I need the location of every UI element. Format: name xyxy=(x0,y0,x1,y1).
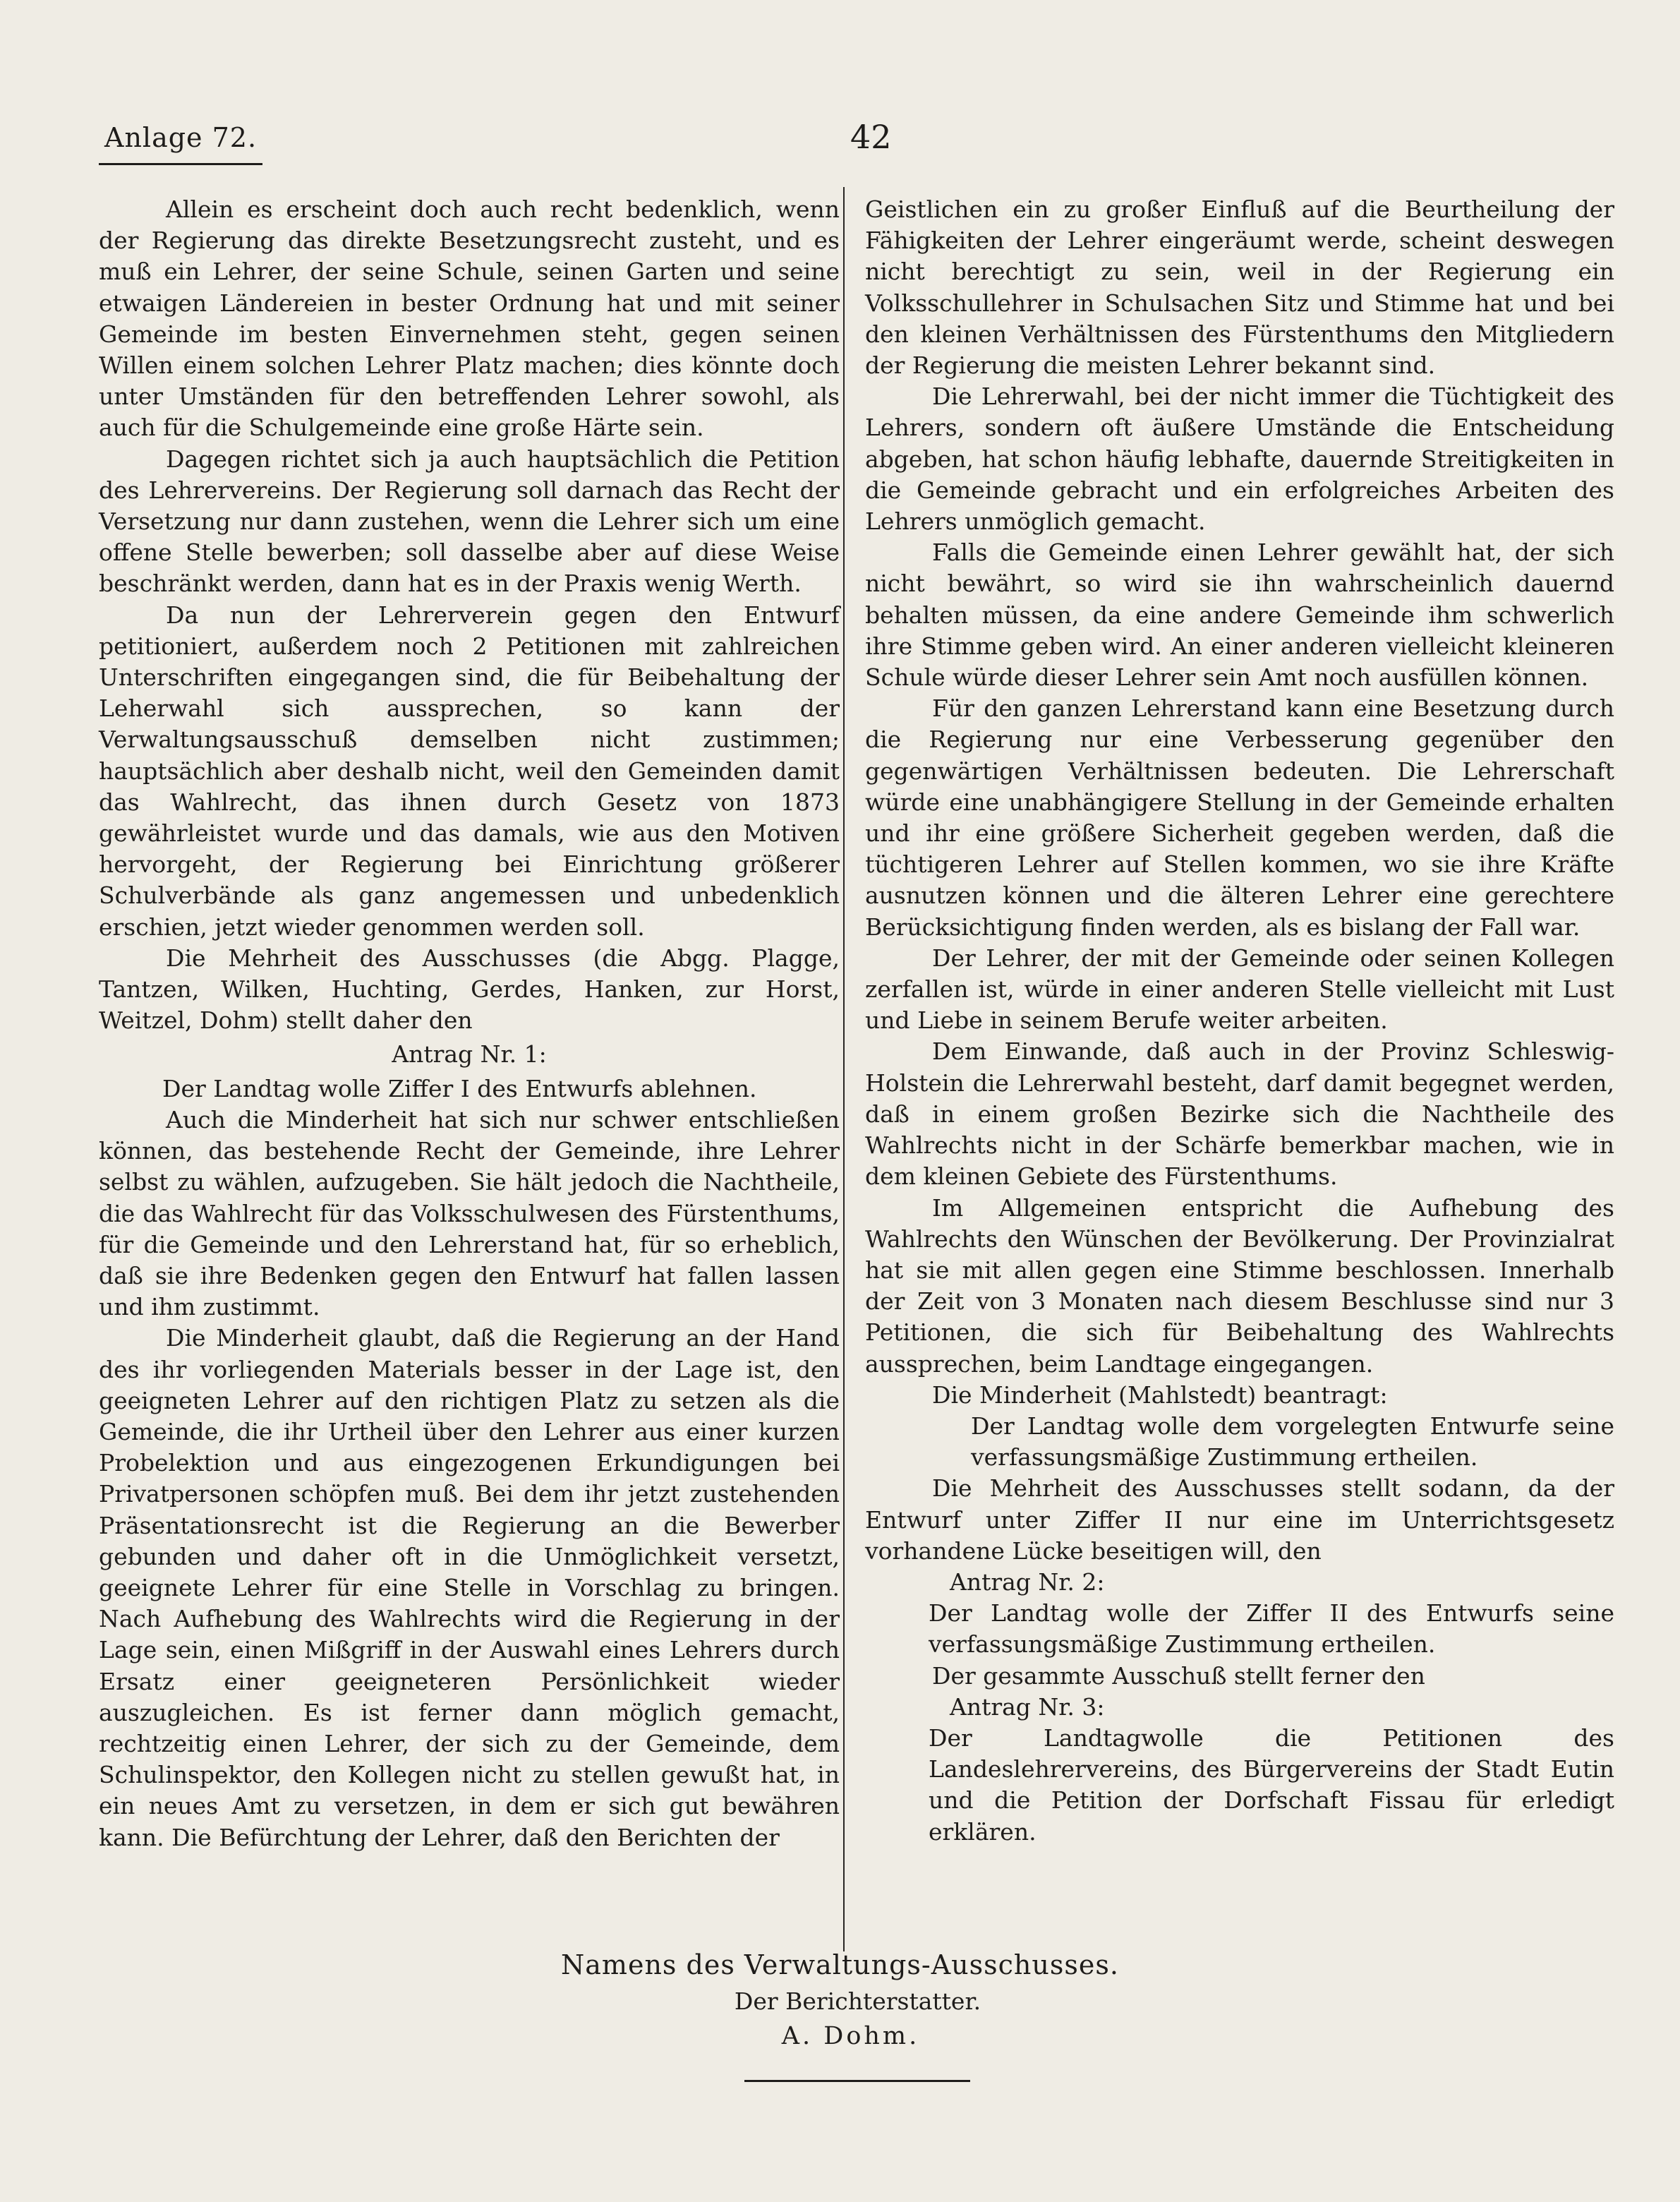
signature-block xyxy=(0,1949,1680,2050)
antrag-3-title: Antrag Nr. 3: xyxy=(950,1692,1105,1721)
page-header xyxy=(99,116,1581,173)
left-column xyxy=(99,194,840,1853)
paragraph: Für den ganzen Lehrerstand kann eine Besetzung durch die Regierung nur eine Verbesserung gegenüber den gegenwärtigen Verhältnissen bedeuten. Die Lehrerschaft würde eine unabhängigere Stellung in der Gemeinde erhalten und ihr eine größere Sicherheit gegeben werden, daß die tüchtigeren Lehrer auf Stellen kommen, wo sie ihre Kräfte ausnutzen können und die älteren Lehrer eine gerechtere Berücksichtigung finden werden, als es bislang der Fall war. xyxy=(865,694,1614,941)
paragraph: Die Lehrerwahl, bei der nicht immer die Tüchtigkeit des Lehrers, sondern oft äußere Umstände die Entscheidung abgeben, hat schon häufig lebhafte, dauernde Streitigkeiten in die Gemeinde gebracht und ein erfolgreiches Arbeiten des Lehrers unmöglich gemacht. xyxy=(865,383,1614,536)
paragraph: Dagegen richtet sich ja auch hauptsächlich die Petition des Lehrervereins. Der Regierung soll darnach das Recht der Versetzung nur dann zustehen, wenn die Lehrer sich um eine offene Stelle bewerben; soll dasselbe aber auf diese Weise beschränkt werden, dann hat es in der Praxis wenig Werth. xyxy=(99,445,840,598)
paragraph: Im Allgemeinen entspricht die Aufhebung des Wahlrechts den Wünschen der Bevölkerung. Der Provinzialrat hat sie mit allen gegen eine Stimme beschlossen. Innerhalb der Zeit von 3 Monaten nach diesem Beschlusse sind nur 3 Petitionen, die sich für Beibehaltung des Wahlrechts aussprechen, beim Landtage eingegangen. xyxy=(865,1193,1614,1378)
antrag-2-title: Antrag Nr. 2: xyxy=(950,1568,1105,1596)
antrag-1-text: Der Landtag wolle Ziffer I des Entwurfs ablehnen. xyxy=(162,1074,757,1102)
paragraph: Der gesammte Ausschuß stellt ferner den xyxy=(932,1661,1425,1690)
paragraph: Auch die Minderheit hat sich nur schwer entschließen können, das bestehende Recht der Gemeinde, ihre Lehrer selbst zu wählen, aufzugeben. Sie hält jedoch die Nachtheile, die das Wahlrecht für das Volksschulwesen des Fürstenthums, für die Gemeinde und den Lehrerstand hat, für so erheblich, daß sie ihre Bedenken gegen den Entwurf hat fallen lassen und ihm zustimmt. xyxy=(99,1105,840,1321)
paragraph: Die Minderheit (Mahlstedt) beantragt: xyxy=(932,1380,1388,1409)
antrag-2-text: Der Landtag wolle der Ziffer II des Entwurfs seine verfassungsmäßige Zustimmung ertheilen. xyxy=(929,1599,1614,1659)
right-column xyxy=(865,194,1614,1848)
paragraph: Die Mehrheit des Ausschusses (die Abgg. Plagge, Tantzen, Wilken, Huchting, Gerdes, Hanken, zur Horst, Weitzel, Dohm) stellt daher den xyxy=(99,944,840,1035)
reporter-title: Der Berichterstatter. xyxy=(734,1987,981,2015)
committee-line: Namens des Verwaltungs-Ausschusses. xyxy=(561,1949,1119,1980)
page-number: 42 xyxy=(850,118,892,156)
reporter-name: A. Dohm. xyxy=(781,2022,920,2050)
annex-underline xyxy=(99,163,262,165)
paragraph: Dem Einwande, daß auch in der Provinz Schleswig-Holstein die Lehrerwahl besteht, darf damit begegnet werden, daß in einem großen Bezirke sich die Nachtheile des Wahlrechts nicht in der Schärfe bemerkbar machen, wie in dem kleinen Gebiete des Fürstenthums. xyxy=(865,1037,1614,1191)
paragraph: Der Lehrer, der mit der Gemeinde oder seinen Kollegen zerfallen ist, würde in einer anderen Stelle vielleicht mit Lust und Liebe in seinem Berufe weiter arbeiten. xyxy=(865,944,1614,1035)
paragraph: Falls die Gemeinde einen Lehrer gewählt hat, der sich nicht bewährt, so wird sie ihn wahrscheinlich dauernd behalten müssen, da eine andere Gemeinde ihm schwerlich ihre Stimme geben wird. An einer anderen vielleicht kleineren Schule würde dieser Lehrer sein Amt noch ausfüllen können. xyxy=(865,539,1614,692)
paragraph: Geistlichen ein zu großer Einfluß auf die Beurtheilung der Fähigkeiten der Lehrer eingeräumt werde, scheint deswegen nicht berechtigt zu sein, weil in der Regierung ein Volksschullehrer in Schulsachen Sitz und Stimme hat und bei den kleinen Verhältnissen des Fürstenthums den Mitgliedern der Regierung die meisten Lehrer bekannt sind. xyxy=(865,195,1614,380)
paragraph: Da nun der Lehrerverein gegen den Entwurf petitioniert, außerdem noch 2 Petitionen mit zahlreichen Unterschriften eingegangen sind, die für Beibehaltung der Leherwahl sich aussprechen, so kann der Verwaltungsausschuß demselben nicht zustimmen; hauptsächlich aber deshalb nicht, weil den Gemeinden damit das Wahlrecht, das ihnen durch Gesetz von 1873 gewährleistet wurde und das damals, wie aus den Motiven hervorgeht, der Regierung bei Einrichtung größerer Schulverbände als ganz angemessen und unbedenklich erschien, jetzt wieder genommen werden soll. xyxy=(99,601,840,941)
antrag-3-text: Der Landtagwolle die Petitionen des Landeslehrervereins, des Bürgervereins der Stadt Eutin und die Petition der Dorfschaft Fissau für erledigt erklären. xyxy=(929,1723,1614,1846)
column-divider xyxy=(843,187,845,1951)
paragraph: Allein es erscheint doch auch recht bedenklich, wenn der Regierung das direkte Besetzungsrecht zusteht, und es muß ein Lehrer, der seine Schule, seinen Garten und seine etwaigen Ländereien in bester Ordnung hat und mit seiner Gemeinde im besten Einvernehmen steht, gegen seinen Willen einem solchen Lehrer Platz machen; dies könnte doch unter Umständen für den betreffenden Lehrer sowohl, als auch für die Schulgemeinde eine große Härte sein. xyxy=(99,195,840,442)
paragraph: Die Minderheit glaubt, daß die Regierung an der Hand des ihr vorliegenden Materials besser in der Lage ist, den geeigneten Lehrer auf den richtigen Platz zu setzen als die Gemeinde, die ihr Urtheil über den Lehrer aus einer kurzen Probelektion und aus eingezogenen Erkundigungen bei Privatpersonen schöpfen muß. Bei dem ihr jetzt zustehenden Präsentationsrecht ist die Regierung an die Bewerber gebunden und daher oft in die Unmöglichkeit versetzt, geeignete Lehrer für eine Stelle in Vorschlag zu bringen. Nach Aufhebung des Wahlrechts wird die Regierung in der Lage sein, einen Mißgriff in der Auswahl eines Lehrers durch Ersatz einer geeigneteren Persönlichkeit wieder auszugleichen. Es ist ferner dann möglich gemacht, rechtzeitig einen Lehrer, der sich zu der Gemeinde, dem Schulinspektor, den Kollegen nicht zu stellen gewußt hat, in ein neues Amt zu versetzen, in dem er sich gut bewähren kann. Die Befürchtung der Lehrer, daß den Berichten der xyxy=(99,1324,840,1851)
closing-rule xyxy=(744,2080,970,2082)
paragraph: Die Mehrheit des Ausschusses stellt sodann, da der Entwurf unter Ziffer II nur eine im Unterrichtsgesetz vorhandene Lücke beseitigen will, den xyxy=(865,1474,1614,1565)
minority-motion: Der Landtag wolle dem vorgelegten Entwurfe seine verfassungsmäßige Zustimmung ertheilen. xyxy=(971,1412,1614,1472)
antrag-1-title: Antrag Nr. 1: xyxy=(392,1040,547,1069)
annex-label: Anlage 72. xyxy=(104,122,258,153)
